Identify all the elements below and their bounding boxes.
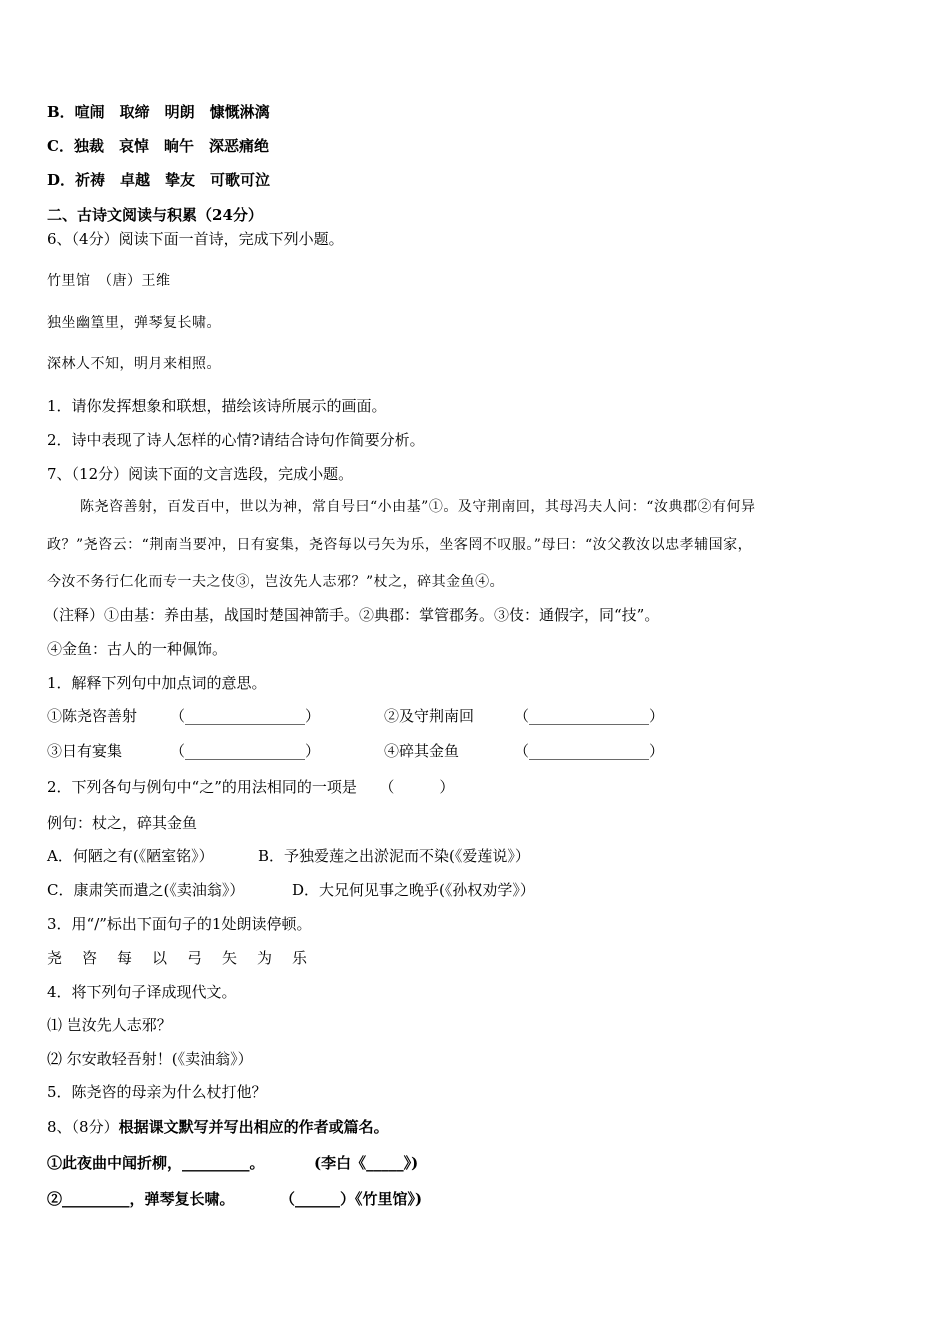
pause-char: 乐 <box>292 949 308 967</box>
recite-line-1[interactable]: ①此夜曲中闻折柳，_________。 <box>47 1154 265 1172</box>
passage-line-1: 陈尧咨善射，百发百中，世以为神，常自号曰“小由基”①。及守荆南回，其母冯夫人问：“汝典郡②有何异 <box>80 499 756 515</box>
note-2: ④金鱼：古人的一种佩饰。 <box>47 640 228 658</box>
pause-char: 矢 <box>222 949 238 967</box>
recite-line-1-source[interactable]: (李白《_____》) <box>314 1154 419 1172</box>
q7-sub-2: 2．下列各句与例句中“之”的用法相同的一项是 （ ） <box>47 778 455 796</box>
example-sentence: 例句：杖之，碎其金鱼 <box>47 814 198 832</box>
answer-blank-2[interactable]: （________________） <box>514 707 665 725</box>
answer-blank-4[interactable]: （________________） <box>514 742 665 760</box>
blank-item-3: ③日有宴集 <box>47 742 123 760</box>
choice-d: D．大兄何见事之晚乎(《孙权劝学》） <box>292 881 535 899</box>
q7-sub-5: 5．陈尧咨的母亲为什么杖打他？ <box>47 1083 267 1101</box>
pause-sentence[interactable] <box>47 948 327 968</box>
blank-item-4: ④碎其金鱼 <box>384 742 460 760</box>
blank-item-1: ①陈尧咨善射 <box>47 707 138 725</box>
pause-char: 尧 <box>47 949 63 967</box>
recite-line-2[interactable]: ②_________，弹琴复长啸。 <box>47 1190 235 1208</box>
q6-sub-1: 1．请你发挥想象和联想，描绘该诗所展示的画面。 <box>47 397 387 415</box>
q6-intro: 6、（4分）阅读下面一首诗，完成下列小题。 <box>47 230 344 248</box>
blank-item-2: ②及守荆南回 <box>384 707 475 725</box>
option-c: C．独裁 哀悼 晌午 深恶痛绝 <box>47 137 269 155</box>
note-1: （注释）①由基：养由基，战国时楚国神箭手。②典郡：掌管郡务。③伎：通假字，同“技”。 <box>44 606 660 624</box>
choice-b: B．予独爱莲之出淤泥而不染(《爱莲说》） <box>258 847 530 865</box>
poem-line-2: 深林人不知，明月来相照。 <box>47 356 221 372</box>
q6-sub-2: 2．诗中表现了诗人怎样的心情?请结合诗句作简要分析。 <box>47 431 425 449</box>
answer-blank-3[interactable]: （________________） <box>170 742 321 760</box>
translate-1: ⑴ 岂汝先人志邪？ <box>47 1016 172 1034</box>
translate-2: ⑵ 尔安敢轻吾射！(《卖油翁》） <box>47 1050 253 1068</box>
option-d: D．祈祷 卓越 挚友 可歌可泣 <box>47 171 271 189</box>
pause-char: 为 <box>257 949 273 967</box>
q7-sub-1: 1．解释下列句中加点词的意思。 <box>47 674 267 692</box>
pause-char: 咨 <box>82 949 98 967</box>
section-heading: 二、古诗文阅读与积累（24分） <box>47 206 263 224</box>
pause-char: 以 <box>152 949 168 967</box>
answer-blank-1[interactable]: （________________） <box>170 707 321 725</box>
pause-char: 弓 <box>187 949 203 967</box>
option-b: B．喧闹 取缔 明朗 慷慨淋漓 <box>47 103 270 121</box>
q7-intro: 7、（12分）阅读下面的文言选段，完成小题。 <box>47 465 354 483</box>
poem-title: 竹里馆 （唐）王维 <box>47 273 171 289</box>
passage-line-3: 今汝不务行仁化而专一夫之伎③，岂汝先人志邪？”杖之，碎其金鱼④。 <box>47 574 505 590</box>
passage-line-2: 政？”尧咨云：“荆南当要冲，日有宴集，尧咨每以弓矢为乐，坐客罔不叹服。”母曰：“汝父教汝以忠孝辅国家， <box>47 537 753 553</box>
q7-sub-4: 4．将下列句子译成现代文。 <box>47 983 237 1001</box>
q8-intro-prefix: 8、（8分） <box>47 1118 119 1136</box>
recite-line-2-source[interactable]: （______）《竹里馆》) <box>280 1190 423 1208</box>
q7-sub-3: 3．用“/”标出下面句子的1处朗读停顿。 <box>47 915 312 933</box>
choice-c: C．康肃笑而遣之(《卖油翁》） <box>47 881 245 899</box>
q8-intro <box>47 1117 389 1137</box>
pause-char: 每 <box>117 949 133 967</box>
choice-a: A．何陋之有(《陋室铭》） <box>47 847 214 865</box>
q8-intro-instruction: 根据课文默写并写出相应的作者或篇名。 <box>118 1118 389 1136</box>
poem-line-1: 独坐幽篁里，弹琴复长啸。 <box>47 315 221 331</box>
